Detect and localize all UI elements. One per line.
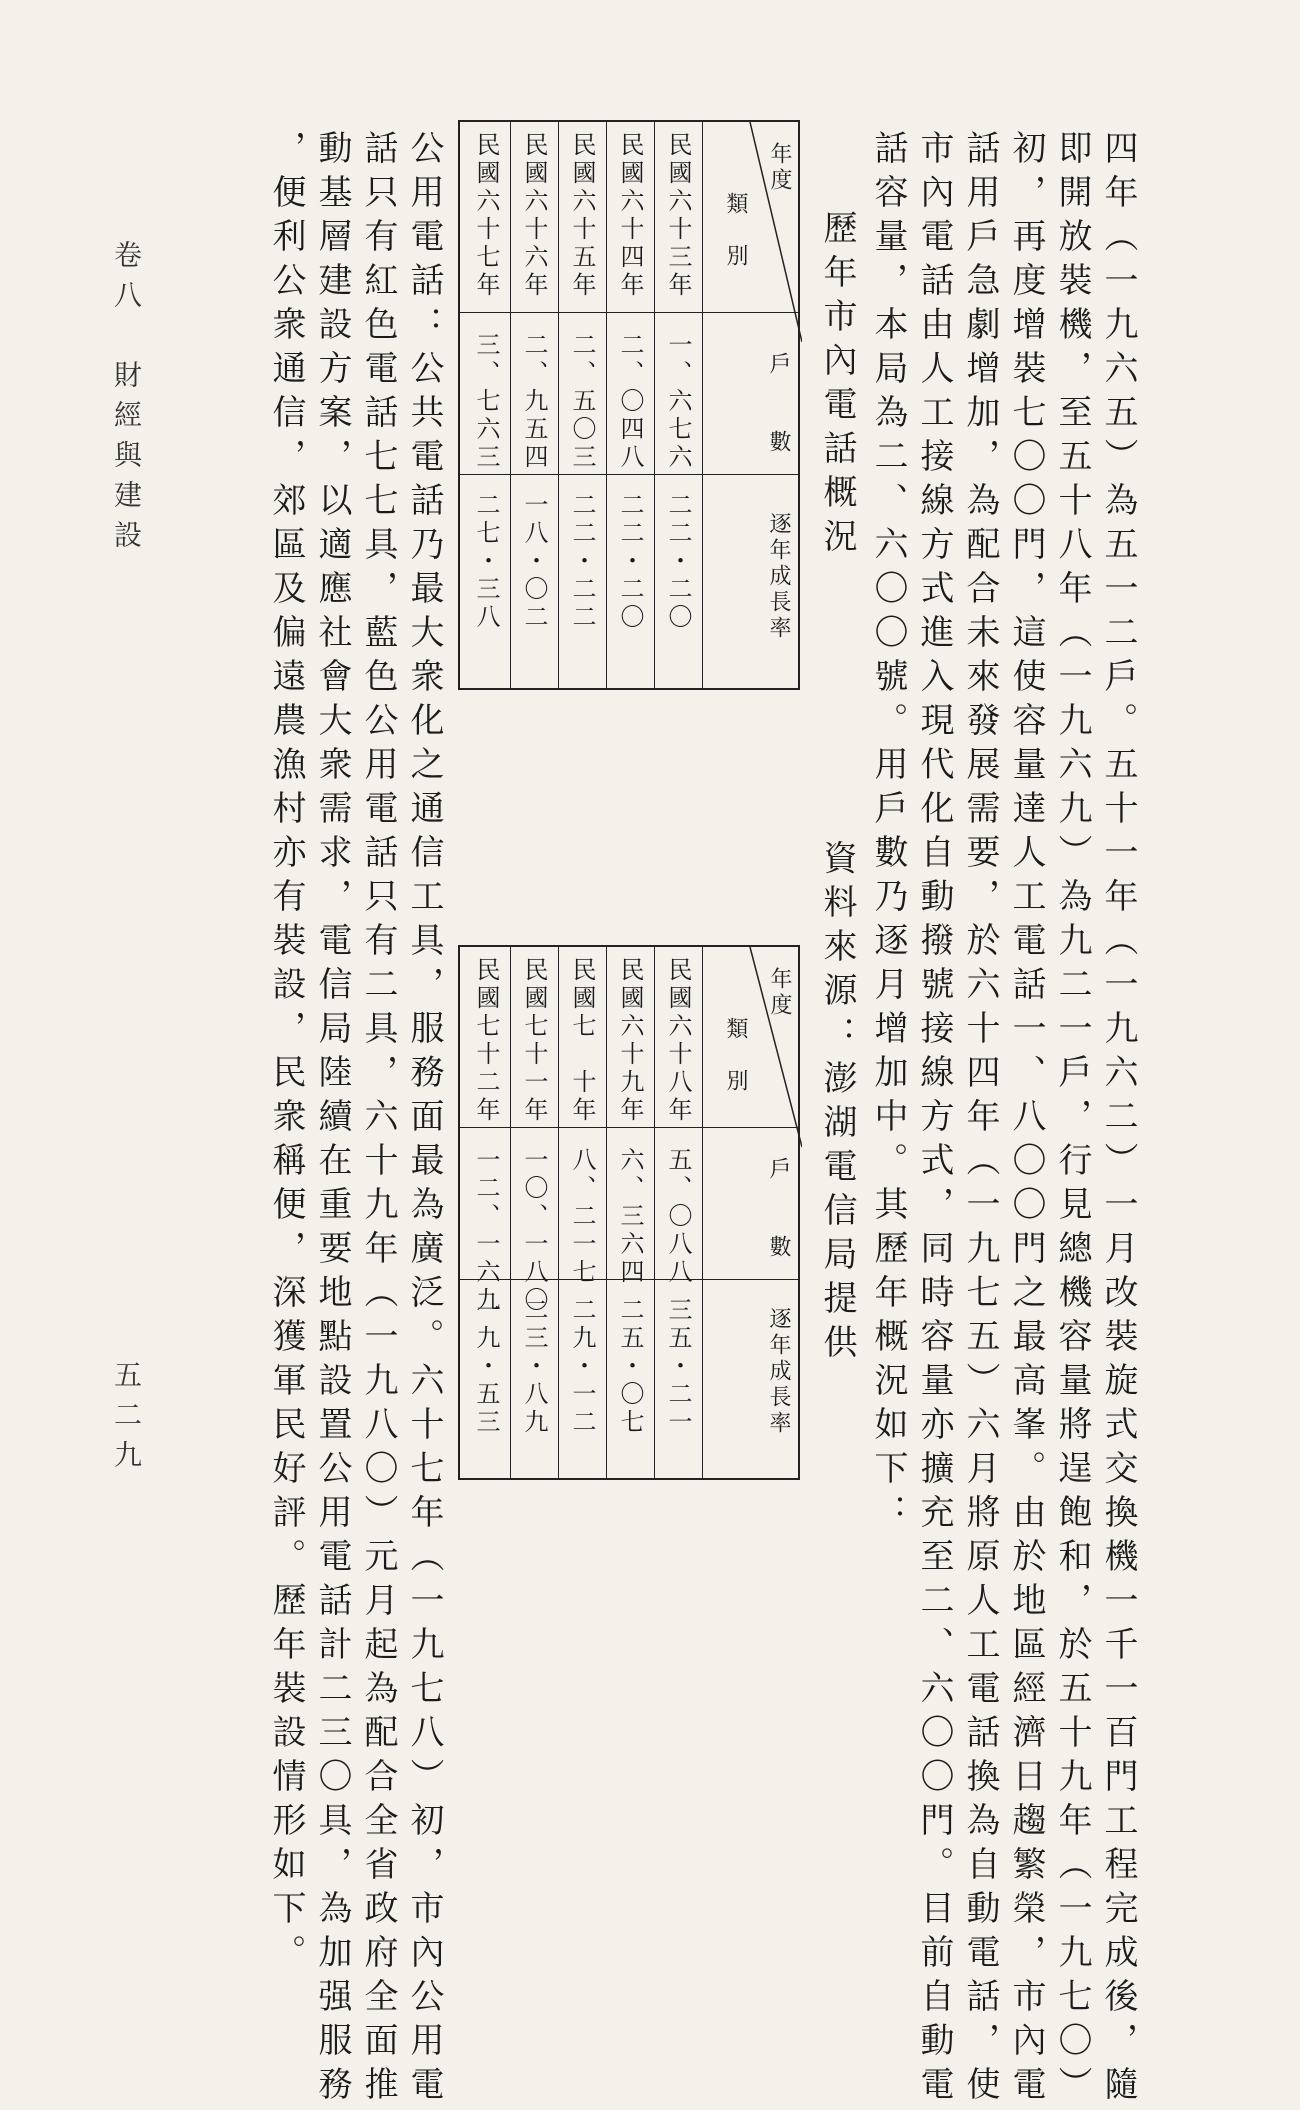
- text-line-2: 即開放裝機，至五十八年（一九六九）為九二一戶，行見總機容量將逞飽和，於五十九年（一九七〇）: [1052, 130, 1092, 2110]
- table-divider: [460, 312, 798, 313]
- households-cell: 六、三六四: [616, 1147, 644, 1287]
- table-row: [558, 947, 606, 1478]
- volume-title: 卷八 財經與建設: [110, 240, 143, 560]
- header-households: 戶 數: [766, 1157, 791, 1261]
- year-cell: 民國六十五年: [568, 132, 596, 300]
- growth-cell: 三五・二一: [664, 1297, 692, 1437]
- year-cell: 民國七 十年: [568, 957, 596, 1125]
- table2-header-col: [702, 947, 802, 1478]
- households-cell: 一、六七六: [664, 332, 692, 472]
- year-cell: 民國六十九年: [616, 957, 644, 1125]
- table-divider: [460, 1127, 798, 1128]
- text-line-3: 初，再度增裝七〇〇門，這使容量達人工電話一、八〇〇門之最高峯。由於地區經濟日趨繁榮，市內電: [1006, 130, 1046, 2110]
- growth-cell: 二二・二〇: [664, 492, 692, 632]
- year-cell: 民國六十八年: [664, 957, 692, 1125]
- table-divider: [460, 474, 798, 475]
- table-row: [654, 947, 702, 1478]
- growth-cell: 二九・一二: [568, 1297, 596, 1437]
- year-cell: 民國七十二年: [472, 957, 500, 1125]
- header-year: 年度: [767, 967, 792, 1019]
- growth-cell: 一九・五三: [472, 1297, 500, 1437]
- phone-table-1: [458, 120, 800, 690]
- table-row: [510, 122, 558, 688]
- text-line-5: 市內電話由人工接線方式進入現代化自動撥號接線方式，同時容量亦擴充至二、六〇〇門。目前自動電: [914, 130, 954, 2110]
- header-growth: 逐年成長率: [766, 512, 791, 642]
- header-category: 類 別: [723, 192, 748, 270]
- year-cell: 民國六十六年: [520, 132, 548, 300]
- table-title: 歷年市內電話概況: [817, 210, 857, 562]
- table-row: [460, 947, 510, 1478]
- table-row: [606, 947, 654, 1478]
- growth-cell: 一八・〇二: [520, 492, 548, 632]
- source-note: 資料來源：澎湖電信局提供: [817, 840, 857, 1368]
- page-number: 五二九: [110, 1360, 143, 1480]
- households-cell: 八、二一七: [568, 1147, 596, 1287]
- growth-cell: 二二・二二: [568, 492, 596, 632]
- year-cell: 民國七十一年: [520, 957, 548, 1125]
- households-cell: 二、五〇三: [568, 332, 596, 472]
- table-divider: [460, 1279, 798, 1280]
- households-cell: 五、〇八八: [664, 1147, 692, 1287]
- table-row: [606, 122, 654, 688]
- households-cell: 二、九五四: [520, 332, 548, 472]
- year-cell: 民國六十七年: [472, 132, 500, 300]
- table-row: [558, 122, 606, 688]
- households-cell: 三、七六三: [472, 332, 500, 472]
- text-line-4: 話用戶急劇增加，為配合未來發展需要，於六十四年（一九七五）六月將原人工電話換為自動電話，使: [960, 130, 1000, 2110]
- header-households: 戶 數: [766, 352, 791, 456]
- table-row: [460, 122, 510, 688]
- table-row: [654, 122, 702, 688]
- households-cell: 一二、一六九: [472, 1147, 500, 1315]
- households-cell: 二、〇四八: [616, 332, 644, 472]
- text-line-1: 四年（一九六五）為五一二戶。五十一年（一九六二）一月改裝旋式交換機一千一百門工程完成後，隨: [1098, 130, 1138, 2110]
- text-line-9: 動基層建設方案，以適應社會大衆需求，電信局陸續在重要地點設置公用電話計二三〇具，為加强服務: [312, 130, 352, 2110]
- year-cell: 民國六十三年: [664, 132, 692, 300]
- table1-header-col: [702, 122, 802, 688]
- header-category: 類 別: [723, 1017, 748, 1095]
- text-line-6: 話容量，本局為二、六〇〇號。用戶數乃逐月增加中。其歷年概況如下：: [868, 130, 908, 1538]
- table-row: [510, 947, 558, 1478]
- growth-cell: 二二・二〇: [616, 492, 644, 632]
- header-growth: 逐年成長率: [766, 1307, 791, 1437]
- text-line-10: ，便利公衆通信，郊區及偏遠農漁村亦有裝設，民衆稱便，深獲軍民好評。歷年裝設情形如下。: [266, 130, 306, 1978]
- households-cell: 一〇、一八〇: [520, 1147, 548, 1315]
- text-line-8: 話只有紅色電話七七具，藍色公用電話只有二具，六十九年（一九八〇）元月起為配合全省政府全面推: [358, 130, 398, 2110]
- growth-cell: 二五・〇七: [616, 1297, 644, 1437]
- phone-table-2: [458, 945, 800, 1480]
- text-line-7: 公用電話：公共電話乃最大衆化之通信工具，服務面最為廣泛。六十七年（一九七八）初，市內公用電: [404, 130, 444, 2110]
- growth-cell: 二三・八九: [520, 1297, 548, 1437]
- year-cell: 民國六十四年: [616, 132, 644, 300]
- header-year: 年度: [767, 142, 792, 194]
- growth-cell: 二七・三八: [472, 492, 500, 632]
